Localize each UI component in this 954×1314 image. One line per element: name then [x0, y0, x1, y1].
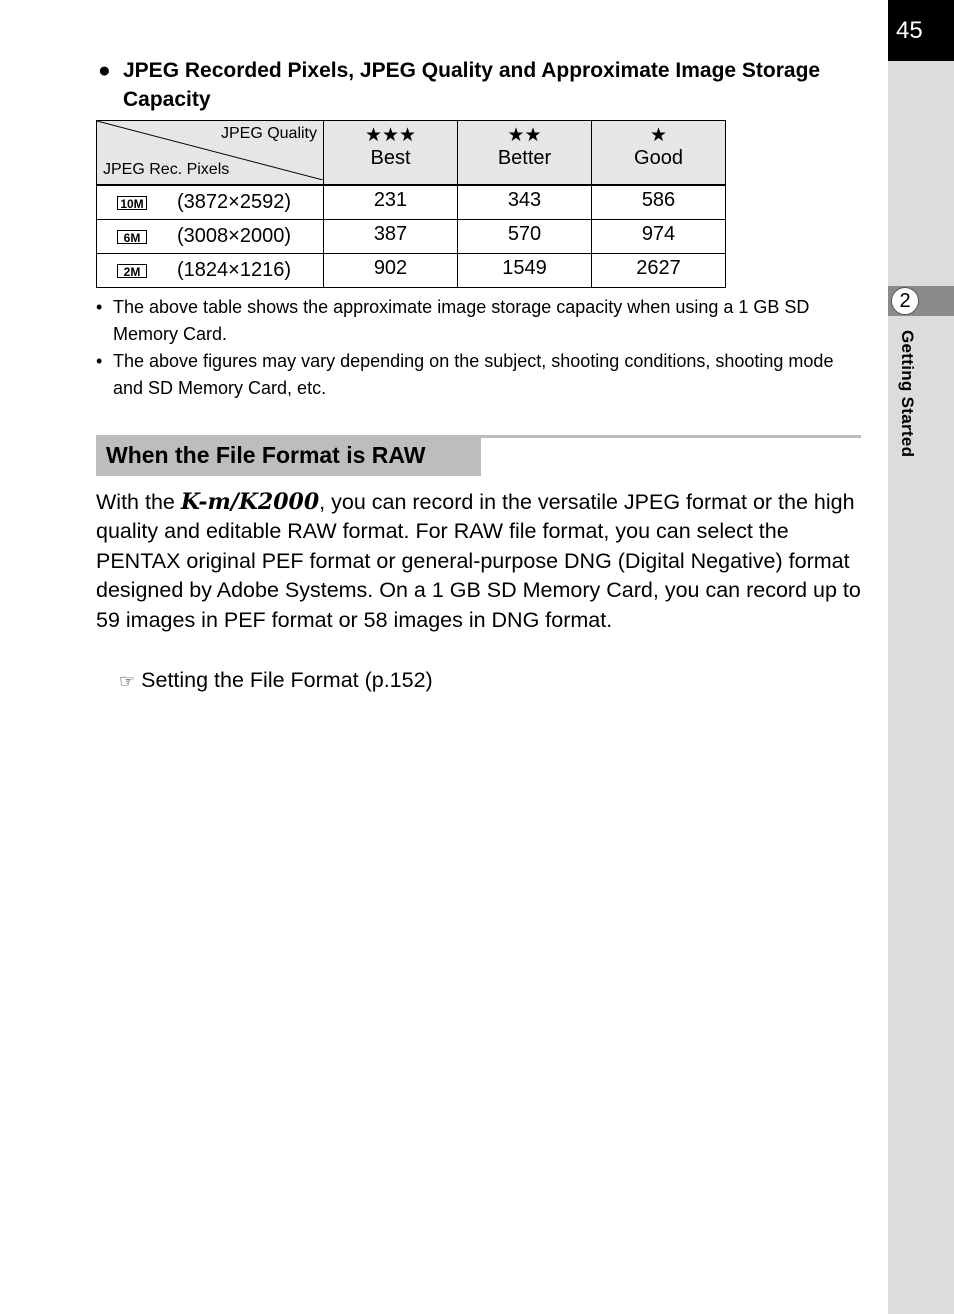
two-stars-icon: ★★: [507, 125, 542, 146]
note-item: • The above figures may vary depending on the subject, shooting conditions, shooting mode and SD Memory Card, etc.: [96, 348, 856, 402]
pixel-dimensions: (3872×2592): [177, 191, 291, 213]
pixel-dimensions: (3008×2000): [177, 225, 291, 247]
notes-list: [96, 294, 856, 402]
table-row: [97, 254, 726, 288]
row-pixels-cell: [97, 254, 324, 288]
row-pixels-cell: [97, 220, 324, 254]
chapter-title: Getting Started: [898, 330, 917, 458]
column-label: Best: [370, 147, 411, 169]
corner-label-quality: JPEG Quality: [220, 125, 317, 142]
table-row: [97, 185, 726, 220]
pixel-dimensions: (1824×1216): [177, 259, 291, 281]
body-text-main: , you can record in the versatile JPEG format or the high quality and editable RAW format. For RAW file format, you can select the PENTAX original PEF format or general-purpose DNG (Digital Negative) format designed by Adobe Systems. On a 1 GB SD Memory Card, you can record up to 59 images in PEF format or 58 images in DNG format.: [96, 490, 861, 632]
column-header-best: [324, 121, 458, 186]
one-star-icon: ★: [649, 125, 668, 146]
table-cell: 902: [324, 254, 458, 288]
cross-reference: [119, 666, 433, 696]
table-cell: 343: [458, 185, 592, 220]
table-cell: 231: [324, 185, 458, 220]
table-row: [97, 220, 726, 254]
column-header-good: [592, 121, 726, 186]
resolution-6m-icon: 6M: [117, 230, 147, 244]
column-label: Good: [634, 147, 683, 169]
table-cell: 1549: [458, 254, 592, 288]
section-title: When the File Format is RAW: [96, 438, 481, 476]
table-cell: 974: [592, 220, 726, 254]
side-tab-bar: [888, 0, 954, 1314]
cross-reference-link[interactable]: Setting the File Format (p.152): [141, 668, 433, 692]
three-stars-icon: ★★★: [364, 125, 417, 146]
body-text-intro: With the: [96, 490, 181, 514]
section-heading: [98, 56, 858, 114]
column-label: Better: [497, 147, 552, 169]
body-paragraph: [96, 488, 861, 635]
column-header-better: [458, 121, 592, 186]
camera-model-logo: K-m/K2000: [180, 489, 320, 515]
table-cell: 570: [458, 220, 592, 254]
row-pixels-cell: [97, 185, 324, 220]
bullet-icon: ●: [98, 59, 111, 82]
section-heading-text: JPEG Recorded Pixels, JPEG Quality and Approximate Image Storage Capacity: [123, 59, 821, 111]
page-number: 45: [888, 0, 954, 61]
table-cell: 586: [592, 185, 726, 220]
table-header-row: [97, 121, 726, 186]
table-cell: 387: [324, 220, 458, 254]
table-cell: 2627: [592, 254, 726, 288]
corner-label-pixels: JPEG Rec. Pixels: [103, 161, 230, 178]
note-item: • The above table shows the approximate image storage capacity when using a 1 GB SD Memory Card.: [96, 294, 856, 348]
storage-capacity-table: [96, 120, 726, 288]
chapter-number: 2: [891, 287, 919, 315]
resolution-2m-icon: 2M: [117, 264, 147, 278]
resolution-10m-icon: 10M: [117, 196, 147, 210]
pointing-hand-icon: ☞: [119, 671, 136, 691]
table-corner-cell: [97, 121, 324, 186]
